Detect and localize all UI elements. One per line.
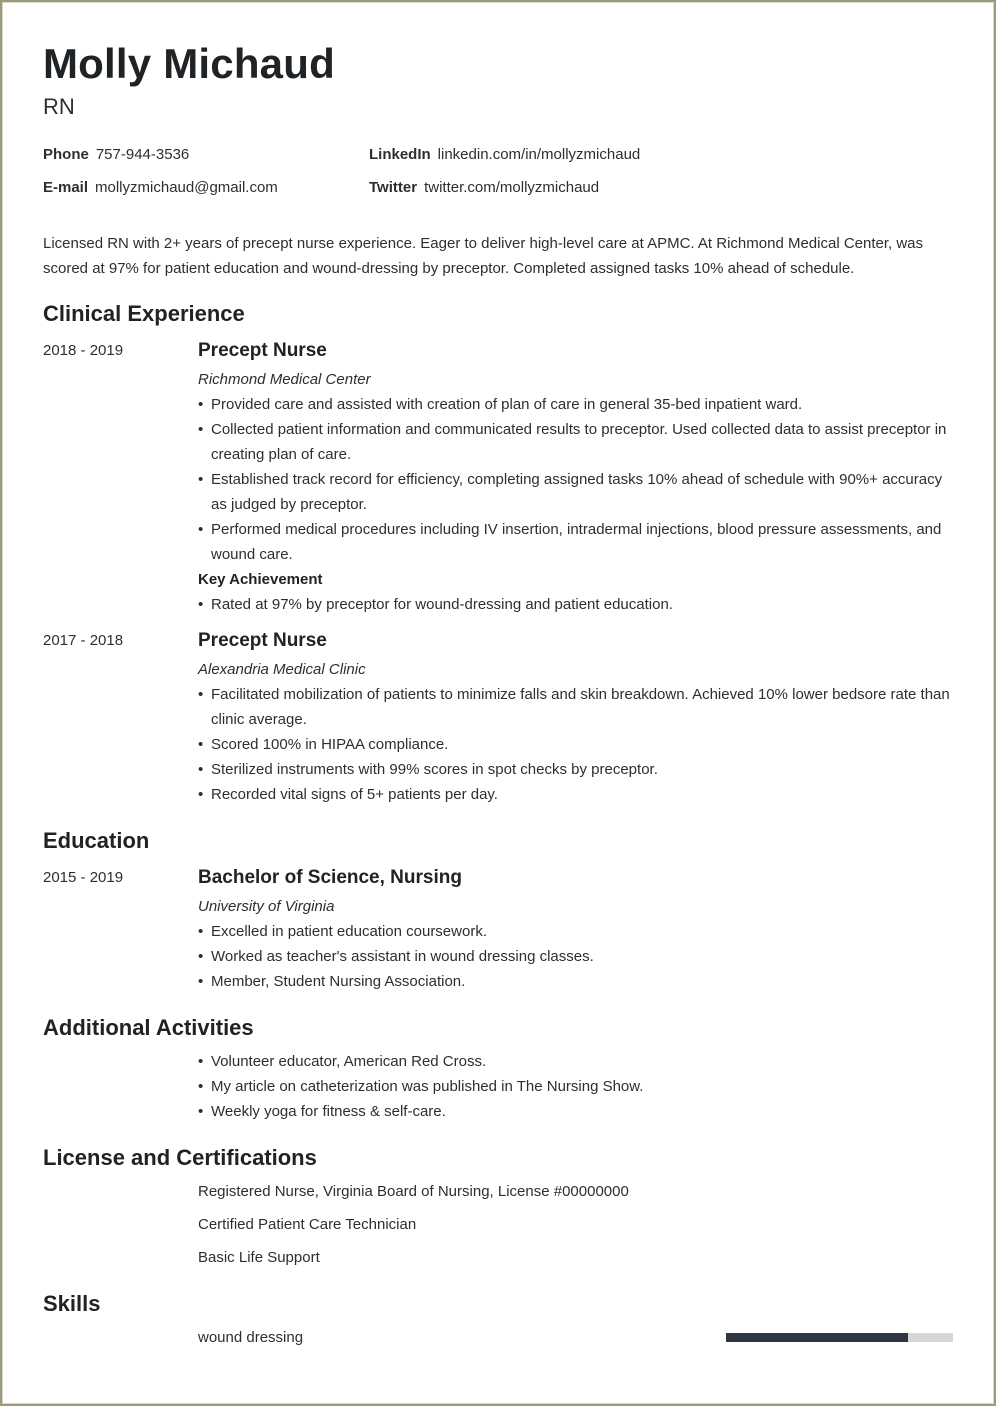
job-organization: Richmond Medical Center [198,371,371,388]
section-title-activities: Additional Activities [43,1015,254,1040]
list-item: • Facilitated mobilization of patients to minimize falls and skin breakdown. Achieved 10% lower bedsore rate than clinic average. [198,682,955,732]
list-item: • My article on catheterization was published in The Nursing Show. [198,1074,955,1099]
list-item: • Established track record for efficiency, completing assigned tasks 10% ahead of schedule with 90%+ accuracy as judged by preceptor. [198,467,955,517]
certification-item: Basic Life Support [198,1249,320,1266]
skill-level-fill [726,1333,908,1342]
twitter-label: Twitter [369,179,418,196]
job-bullets [198,392,955,567]
contact-twitter [369,179,599,196]
contact-phone [43,146,189,163]
section-title-certifications: License and Certifications [43,1145,317,1170]
list-item: • Recorded vital signs of 5+ patients per day. [198,782,955,807]
candidate-name: Molly Michaud [43,40,335,87]
list-item: • Scored 100% in HIPAA compliance. [198,732,955,757]
list-item: • Rated at 97% by preceptor for wound-dressing and patient education. [198,592,955,617]
education-bullets [198,919,955,994]
linkedin-label: LinkedIn [369,146,431,163]
job-title: Precept Nurse [198,630,327,651]
contact-linkedin [369,146,640,163]
job-organization: Alexandria Medical Clinic [198,661,366,678]
list-item: • Provided care and assisted with creation of plan of care in general 35-bed inpatient ward. [198,392,955,417]
activities-bullets [198,1049,955,1124]
section-title-experience: Clinical Experience [43,301,245,326]
list-item: • Sterilized instruments with 99% scores in spot checks by preceptor. [198,757,955,782]
skill-name: wound dressing [198,1329,304,1346]
list-item: • Volunteer educator, American Red Cross. [198,1049,955,1074]
contact-email [43,179,278,196]
list-item: • Performed medical procedures including IV insertion, intradermal injections, blood pressure assessments, and wound care. [198,517,955,567]
certification-item: Registered Nurse, Virginia Board of Nursing, License #00000000 [198,1183,629,1200]
list-item: • Excelled in patient education coursework. [198,919,955,944]
key-achievement-label: Key Achievement [198,571,323,588]
summary-text: Licensed RN with 2+ years of precept nurse experience. Eager to deliver high-level care at APMC. At Richmond Medical Center, was scored at 97% for patient education and wound-dressing by preceptor. Completed assigned tasks 10% ahead of schedule. [43,235,924,277]
phone-value[interactable]: 757-944-3536 [95,146,190,163]
skill-level-bar [726,1333,953,1342]
email-label: E-mail [43,179,89,196]
linkedin-value[interactable]: linkedin.com/in/mollyzmichaud [437,146,641,163]
phone-label: Phone [43,146,89,163]
list-item: • Member, Student Nursing Association. [198,969,955,994]
job-bullets [198,682,955,807]
candidate-role: RN [43,94,75,119]
list-item: • Worked as teacher's assistant in wound dressing classes. [198,944,955,969]
twitter-value[interactable]: twitter.com/mollyzmichaud [424,179,600,196]
list-item: • Weekly yoga for fitness & self-care. [198,1099,955,1124]
achievement-bullets [198,592,955,617]
job-dates: 2018 - 2019 [43,342,124,359]
education-degree: Bachelor of Science, Nursing [198,867,462,888]
section-title-education: Education [43,828,150,853]
section-title-skills: Skills [43,1291,101,1316]
education-dates: 2015 - 2019 [43,869,124,886]
education-school: University of Virginia [198,898,335,915]
job-dates: 2017 - 2018 [43,632,124,649]
job-title: Precept Nurse [198,340,327,361]
list-item: • Collected patient information and communicated results to preceptor. Used collected data to assist preceptor in creating plan of care. [198,417,955,467]
email-value[interactable]: mollyzmichaud@gmail.com [95,179,278,196]
certification-item: Certified Patient Care Technician [198,1216,417,1233]
